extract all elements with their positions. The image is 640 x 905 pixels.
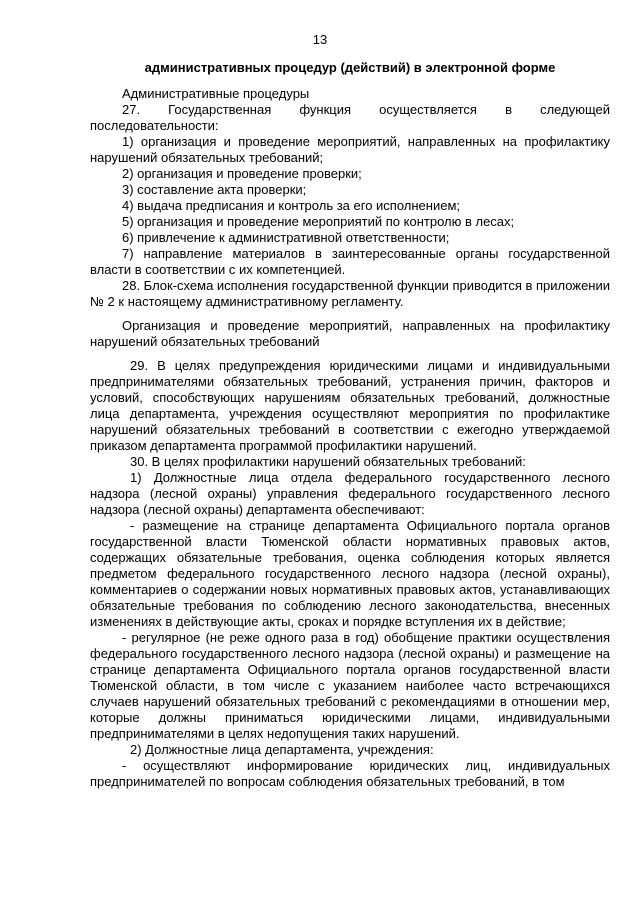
list-item: 5) организация и проведение мероприятий по контролю в лесах;: [122, 214, 515, 229]
list-item: 6) привлечение к административной ответственности;: [122, 230, 450, 245]
paragraph-28: 28. Блок-схема исполнения государственной функции приводится в приложении № 2 к настоящему административному регламенту.: [90, 278, 610, 309]
section-heading: административных процедур (действий) в электронной форме: [144, 60, 556, 75]
paragraph-30-2-a: - осуществляют информирование юридических лиц, индивидуальных предпринимателей по вопросам соблюдения обязательных требований, в том: [90, 758, 610, 789]
list-item: 1) организация и проведение мероприятий, направленных на профилактику нарушений обязательных требований;: [90, 134, 610, 165]
list-item: 3) составление акта проверки;: [122, 182, 307, 197]
paragraph-30-1: 1) Должностные лица отдела федерального государственного лесного надзора (лесной охраны) управления федерального государственного лесного надзора (лесной охраны) департамента обеспечивают:: [90, 470, 610, 517]
document-body: [90, 60, 610, 790]
paragraph-29: 29. В целях предупреждения юридическими лицами и индивидуальными предпринимателями обязательных требований, устранения причин, факторов и условий, способствующих нарушениям обязательных требований, должностные лица департамента, учреждения осуществляют мероприятия по профилактике нарушений обязательных требований в соответствии с ежегодно утверждаемой приказом департамента программой профилактики нарушений.: [90, 358, 610, 453]
paragraph-27-intro: 27. Государственная функция осуществляется в следующей последовательности:: [90, 102, 610, 133]
paragraph-30-intro: 30. В целях профилактики нарушений обязательных требований:: [130, 454, 526, 469]
section-title: Организация и проведение мероприятий, направленных на профилактику нарушений обязательных требований: [90, 318, 610, 349]
paragraph-30-1-a: - размещение на странице департамента Официального портала органов государственной власти Тюменской области нормативных правовых актов, содержащих обязательные требования, оценка соблюдения которых является предметом федерального государственного лесного надзора (лесной охраны), комментариев о содержании новых нормативных правовых актов, устанавливающих обязательные требования по соблюдению лесного законодательства, внесенных изменениях в действующие акты, сроках и порядке вступления их в действие;: [90, 518, 610, 629]
paragraph-30-2: 2) Должностные лица департамента, учреждения:: [130, 742, 434, 757]
list-item: 7) направление материалов в заинтересованные органы государственной власти в соответствии с их компетенцией.: [90, 246, 610, 277]
subheading: Административные процедуры: [122, 86, 310, 101]
paragraph-30-1-b: - регулярное (не реже одного раза в год) обобщение практики осуществления федерального государственного лесного надзора (лесной охраны) и размещение на странице департамента Официального портала органов государственной власти Тюменской области, в том числе с указанием наиболее часто встречающихся случаев нарушений обязательных требований с рекомендациями в отношении мер, которые должны приниматься юридическими лицами, индивидуальными предпринимателями в целях недопущения таких нарушений.: [90, 630, 610, 741]
page-number: 13: [312, 32, 328, 47]
list-item: 2) организация и проведение проверки;: [122, 166, 362, 181]
list-item: 4) выдача предписания и контроль за его исполнением;: [122, 198, 460, 213]
